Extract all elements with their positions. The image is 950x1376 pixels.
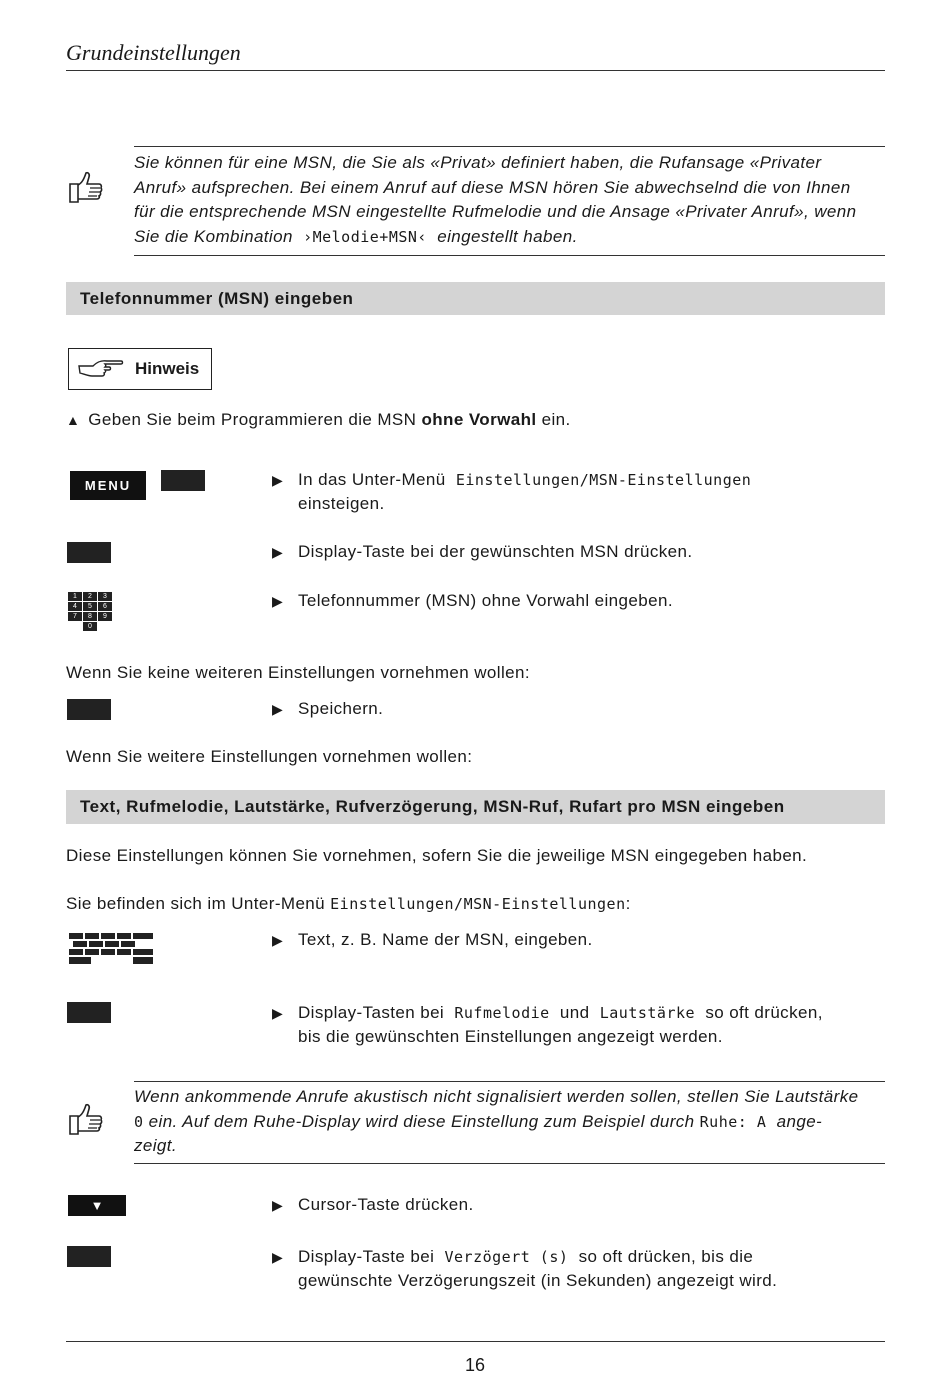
play-arrow-icon: ▶	[272, 544, 284, 560]
keypad-key: 6	[98, 602, 112, 611]
note1-last-post: eingestellt haben.	[437, 226, 578, 246]
section-heading-msn	[66, 282, 885, 315]
note1-top-rule	[134, 146, 885, 147]
note1-text	[134, 151, 894, 249]
bullet-no-area-code	[66, 408, 571, 432]
play-arrow-icon: ▶	[272, 932, 284, 948]
thumbs-up-hand-icon	[66, 168, 106, 208]
para-pre: Sie befinden sich im Unter-Menü	[66, 894, 331, 913]
step-text-post: so oft drücken, bis die	[578, 1247, 754, 1266]
step-text-line2: bis die gewünschten Einstellungen angezeigt werden.	[298, 1027, 723, 1046]
step-enter-name	[272, 928, 593, 952]
step-text-line2: einsteigen.	[298, 494, 385, 513]
note2-line	[134, 1110, 894, 1135]
play-arrow-icon: ▶	[272, 1005, 284, 1021]
section-heading-settings	[66, 790, 885, 824]
menu-path-code: Einstellungen/MSN-Einstellungen	[455, 471, 752, 489]
idle-display-code: Ruhe: A	[699, 1112, 767, 1131]
step-text: In das Unter-Menü	[298, 470, 446, 489]
header-rule	[66, 70, 885, 71]
melody-code: Rufmelodie	[454, 1004, 550, 1022]
note1-bottom-rule	[134, 255, 885, 256]
note1-line: Anruf» aufsprechen. Bei einem Anruf auf diese MSN hören Sie abwechselnd die von Ihnen	[134, 177, 851, 197]
submenu-paragraph	[66, 892, 631, 916]
step-select-msn	[272, 540, 692, 564]
step-text: Telefonnummer (MSN) ohne Vorwahl eingeben.	[298, 591, 673, 610]
footer-rule	[66, 1341, 885, 1342]
page-number: 16	[464, 1355, 486, 1375]
note2-top-rule	[134, 1081, 885, 1082]
note2-text	[134, 1085, 894, 1159]
step-delay	[272, 1245, 777, 1293]
pointing-hand-icon	[77, 356, 125, 382]
section-heading-text: Text, Rufmelodie, Lautstärke, Rufverzögerung, MSN-Ruf, Rufart pro MSN eingeben	[80, 797, 785, 816]
step-text-mid: und	[559, 1003, 590, 1022]
note2-bottom-rule	[134, 1163, 885, 1164]
triangle-up-icon: ▲	[66, 412, 81, 428]
step-enter-number	[272, 589, 673, 613]
step-enter-submenu	[272, 468, 751, 516]
note2-line: Wenn ankommende Anrufe akustisch nicht signalisiert werden sollen, stellen Sie Lautstärke	[134, 1087, 859, 1106]
thumbs-up-hand-icon	[66, 1100, 106, 1140]
step-text-line2: gewünschte Verzögerungszeit (in Sekunden) angezeigt wird.	[298, 1271, 778, 1290]
text-no-more-settings: Wenn Sie keine weiteren Einstellungen vornehmen wollen:	[66, 663, 530, 682]
display-key[interactable]	[67, 699, 111, 720]
step-text: Display-Taste bei	[298, 1247, 435, 1266]
step-cursor	[272, 1193, 474, 1217]
settings-paragraph: Diese Einstellungen können Sie vornehmen, sofern Sie die jeweilige MSN eingegeben haben.	[66, 846, 808, 865]
text-more-settings: Wenn Sie weitere Einstellungen vornehmen wollen:	[66, 747, 473, 766]
volume-value-code: 0	[134, 1112, 144, 1131]
note2-post: ange-	[776, 1111, 823, 1131]
bullet-post: ein.	[536, 410, 571, 429]
note1-code: ›Melodie+MSN‹	[303, 227, 427, 246]
step-text-post: so oft drücken,	[705, 1003, 823, 1022]
keypad-key: 5	[83, 602, 97, 611]
note1-last-pre: Sie die Kombination	[134, 226, 293, 246]
keypad-key: 4	[68, 602, 82, 611]
menu-path-code: Einstellungen/MSN-Einstellungen	[330, 895, 626, 913]
play-arrow-icon: ▶	[272, 1197, 284, 1213]
volume-code: Lautstärke	[599, 1004, 696, 1022]
hinweis-label: Hinweis	[135, 359, 200, 378]
play-arrow-icon: ▶	[272, 472, 284, 488]
note2-line: zeigt.	[134, 1136, 178, 1155]
page-header-title: Grundeinstellungen	[66, 40, 241, 65]
display-key[interactable]	[161, 470, 205, 491]
note1-line: für die entsprechende MSN eingestellte Rufmelodie und die Ansage «Privater Anruf», wenn	[134, 202, 857, 221]
keypad-key: 0	[83, 622, 97, 631]
keypad-key: 2	[83, 592, 97, 601]
step-text: Speichern.	[298, 699, 384, 718]
keypad-key: 8	[83, 612, 97, 621]
note2-mid: ein. Auf dem Ruhe-Display wird diese Einstellung zum Beispiel durch	[148, 1111, 695, 1131]
step-text: Display-Tasten bei	[298, 1003, 445, 1022]
step-melody-volume	[272, 1001, 823, 1049]
hinweis-box	[68, 348, 212, 390]
step-text: Cursor-Taste drücken.	[298, 1195, 474, 1214]
display-key[interactable]	[67, 1002, 111, 1023]
note1-line: Sie können für eine MSN, die Sie als «Privat» definiert haben, die Rufansage «Privater	[134, 153, 822, 172]
delay-code: Verzögert (s)	[444, 1248, 569, 1266]
keypad-key: 7	[68, 612, 82, 621]
display-key[interactable]	[67, 542, 111, 563]
keyboard-icon	[67, 932, 155, 970]
play-arrow-icon: ▶	[272, 1249, 284, 1265]
keypad-key: 1	[68, 592, 82, 601]
bullet-bold: ohne Vorwahl	[421, 410, 537, 429]
step-text: Display-Taste bei der gewünschten MSN drücken.	[298, 542, 693, 561]
numeric-keypad-icon	[68, 592, 114, 634]
play-arrow-icon: ▶	[272, 701, 284, 717]
note1-line-last	[134, 225, 894, 250]
step-save	[272, 697, 383, 721]
display-key[interactable]	[67, 1246, 111, 1267]
cursor-down-key[interactable]	[68, 1195, 126, 1216]
play-arrow-icon: ▶	[272, 593, 284, 609]
bullet-pre: Geben Sie beim Programmieren die MSN	[88, 410, 422, 429]
keypad-key: 9	[98, 612, 112, 621]
menu-key[interactable]: MENU	[70, 471, 146, 500]
section-heading-text: Telefonnummer (MSN) eingeben	[80, 289, 354, 308]
keypad-key: 3	[98, 592, 112, 601]
para-post: :	[625, 894, 631, 913]
arrow-down-icon: ▼	[90, 1198, 104, 1213]
step-text: Text, z. B. Name der MSN, eingeben.	[298, 930, 593, 949]
